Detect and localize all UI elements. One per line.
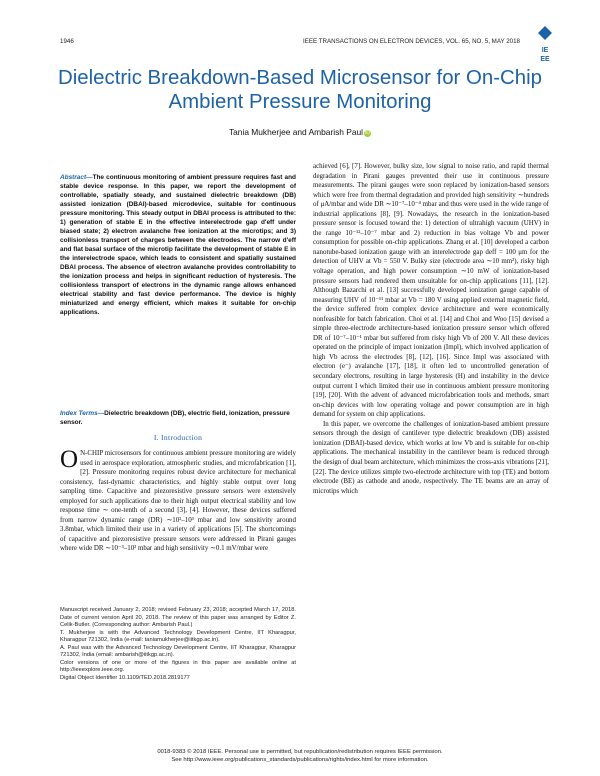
index-terms-label: Index Terms bbox=[60, 410, 98, 417]
page-footer bbox=[0, 748, 600, 764]
footnote-author-2: A. Paul was with the Advanced Technology Development Centre, IIT Kharagpur, Kharagpur 721302, India (email: ambarish@iitkgp.ac.in). bbox=[60, 644, 296, 659]
copyright-line: 0018-9383 © 2018 IEEE. Personal use is permitted, but republication/redistribution requires IEEE permission. bbox=[157, 749, 443, 755]
footnote-manuscript: Manuscript received January 2, 2018; revised February 23, 2018; accepted March 17, 2018. Date of current version April 20, 2018. The review of this paper was arranged by Editor Z. Celik-Butler. (Corresponding author: Ambarish Paul.) bbox=[60, 607, 296, 629]
intro-paragraph bbox=[60, 446, 296, 554]
right-column bbox=[313, 162, 549, 496]
ieee-logo bbox=[534, 24, 556, 68]
abstract-text: The continuous monitoring of ambient pressure requires fast and stable device response. In this paper, we report the development of controllable, spatially steady, and sustained dielectric breakdown (DB) assisted ionization (DBAI)-based microdevice, suitable for continuous pressure monitoring. This steady output in DBAI process is attributed to the: 1) generation of stable E in the effective interelectrode gap d′eff under biased state; 2) electron avalanche free ionization at the microtips; and 3) collisionless transport of charges between the electrodes. The narrow d′eff and flat basal surface of the microtip facilitate the development of stable E in the interelectrode space, which leads to consistent and spatially sustained DBAI process. The absence of electron avalanche provides controllability to the ionization process and helps in significant reduction of hysteresis. The collisionless transport of electrons in the dynamic range allows enhanced electrical stability and fast device performance. The device is highly miniaturized and energy efficient, which makes it suitable for on-chip applications. bbox=[60, 174, 296, 316]
authors: Tania Mukherjee and Ambarish Paul bbox=[228, 127, 364, 137]
dropcap: O bbox=[60, 446, 79, 473]
paper-title: Dielectric Breakdown-Based Microsensor for On-Chip Ambient Pressure Monitoring bbox=[58, 67, 542, 113]
rights-link[interactable]: See http://www.ieee.org/publications_standards/publications/rights/index.html for more information. bbox=[171, 757, 429, 764]
abstract-label: Abstract bbox=[60, 174, 87, 181]
orcid-icon[interactable]: iD bbox=[365, 130, 370, 136]
footnote-author-1: T. Mukherjee is with the Advanced Technology Development Centre, IIT Kharagpur, Kharagpur 721302, India (e-mail: taniamukherjee@iitkgp.ac.in). bbox=[60, 629, 296, 644]
page-number: 1946 bbox=[60, 38, 74, 45]
authors-line bbox=[0, 127, 600, 137]
abstract: Abstract—The continuous monitoring of ambient pressure requires fast and stable device response. In this paper, we report the development of controllable, spatially steady, and sustained dielectric breakdown (DB) assisted ionization (DBAI)-based microdevice, suitable for continuous pressure monitoring. This steady output in DBAI process is attributed to the: 1) generation of stable E in the effective interelectrode gap d′eff under biased state; 2) electron avalanche free ionization at the microtips; and 3) collisionless transport of charges between the electrodes. The narrow d′eff and flat basal surface of the microtip facilitate the development of stable E in the interelectrode space, which leads to consistent and spatially sustained DBAI process. The absence of electron avalanche provides controllability to the ionization process and helps in significant reduction of hysteresis. The collisionless transport of electrons in the dynamic range allows enhanced electrical stability and fast device performance. The device is highly miniaturized and energy efficient, which makes it suitable for on-chip applications. bbox=[60, 174, 296, 316]
footnotes bbox=[60, 607, 296, 682]
svg-text:EE: EE bbox=[540, 56, 550, 63]
index-terms: Index Terms—Dielectric breakdown (DB), electric field, ionization, pressure sensor. bbox=[60, 410, 290, 426]
footnote-doi: Digital Object Identifier 10.1109/TED.2018.2819177 bbox=[60, 674, 190, 681]
footnote-color: Color versions of one or more of the figures in this paper are available online at http://ieeexplore.ieee.org. bbox=[60, 659, 296, 674]
intro-text: N-CHIP microsensors for continuous ambient pressure monitoring are widely used in aerospace exploration, atmospheric studies, and microfabrication [1], [2]. Pressure monitoring requires robust device architecture for mechanical consistency, fast-dynamic characteristics, and highly stable output over long sampling time. Capacitive and piezoresistive pressure sensors were extensively employed for such applications due to their high output electrical stability and low response time ∼ one-tenth of a second [3], [4]. However, these devices suffered from narrow dynamic range (DR) ∼10²–10³ mbar and low sensitivity around 3.8mbar, which limited their use in a variety of applications [5]. The shortcomings of capacitive and piezoresistive pressure sensors were addressed in Pirani gauges where wide DR ∼10⁻³–10³ mbar and high sensitivity ∼0.1 mV/mbar were bbox=[60, 449, 296, 553]
journal-header: IEEE TRANSACTIONS ON ELECTRON DEVICES, VOL. 65, NO. 5, MAY 2018 bbox=[303, 38, 520, 45]
section-heading: I. Introduction bbox=[153, 433, 203, 442]
svg-text:IE: IE bbox=[541, 47, 549, 54]
right-paragraph-1: achieved [6], [7]. However, bulky size, low signal to noise ratio, and rapid thermal degradation in Pirani gauges prevented their use in continuous pressure measurements. The pirani gauges were soon replaced by ionization-based sensors which were free from thermal degradation and provided high sensitivity ∼hundreds of μA/mbar and wide DR ∼10⁻⁷–10⁻⁴ mbar and thus were used in the wide range of industrial applications [8], [9]. Nowadays, the research in the ionization-based pressure sensor is focused toward the: 1) detection of ultrahigh vacuum (UHV) in the range 10⁻¹²–10⁻⁷ mbar and 2) reduction in bias voltage Vb and power consumption for possible on-chip applications. Zhang et al. [10] developed a carbon nanotube-based ionization gauge with an interelectrode gap deff = 100 μm for the detection of UHV at Vb = 550 V. Bulky size (electrode area ∼10 mm²), risky high voltage operation, and high power consumption ∼10 mW of ionization-based pressure sensors had rendered them unsuitable for on-chip applications [11], [12]. Although Bazarchi et al. [13] successfully developed ionization gauge capable of measuring UHV of 10⁻¹¹ mbar at Vb = 180 V using applied external magnetic field, the device suffered from complex device architecture and were economically nonfeasible for batch fabrication. Choi et al. [14] and Choi and Woo [15] devised a simple three-electrode architecture-based ionization pressure sensor which offered DR of 10⁻⁷–10⁻¹ mbar but suffered from risky high Vb of 200 V. All these devices operated on the principle of impact ionization (Impl), which involved application of high Vb across the electrodes [8], [12], [16]. Since Impl was associated with electron (e⁻) avalanche [17], [18], it often led to uncontrolled generation of secondary electrons, resulting in large hysteresis (H) and instability in the device output current I which limited their use in continuous ambient pressure monitoring [19], [20]. With the advent of advanced microfabrication tools and methods, smart on-chip devices with low operating voltage and power consumption are in high demand for system on chip applications. bbox=[313, 162, 549, 419]
index-terms-text: Dielectric breakdown (DB), electric field, ionization, pressure sensor. bbox=[60, 410, 290, 426]
right-paragraph-2: In this paper, we overcome the challenges of ionization-based ambient pressure sensors through the design of cantilever type dielectric breakdown (DB) assisted ionization (DBAI)-based device, which works at low Vb and is suitable for on-chip applications. The mechanical instability in the cantilever beam is reduced through the design of dual beam architecture, which minimizes the cross-axis vibrations [21], [22]. The device utilizes simple two-electrode architecture with top (TE) and bottom electrode (BE) as cathode and anode, respectively. The TE beams are an array of microtips which bbox=[313, 419, 549, 495]
